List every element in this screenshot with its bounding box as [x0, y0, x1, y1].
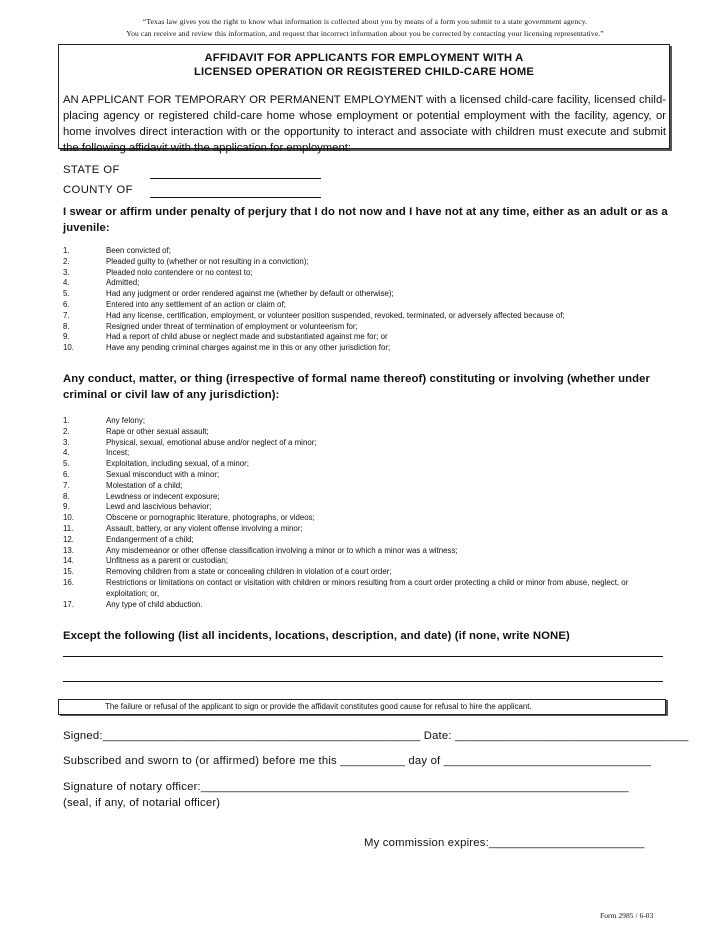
list-item-text: Admitted; — [106, 278, 140, 288]
county-label: COUNTY OF — [63, 184, 133, 196]
list-item-text: Obscene or pornographic literature, photographs, or videos; — [106, 513, 315, 523]
affidavit-header-box — [58, 44, 670, 154]
list-item-text: Lewd and lascivious behavior; — [106, 502, 212, 512]
list-item — [63, 289, 668, 300]
list-item — [63, 459, 668, 470]
conduct-offenses-list — [63, 416, 668, 610]
list-item-number: 4. — [63, 278, 70, 288]
list-item-text: Any misdemeanor or other offense classification involving a minor or to which a minor was a witness; — [106, 545, 458, 555]
list-item — [63, 311, 668, 322]
applicant-intro-paragraph: AN APPLICANT FOR TEMPORARY OR PERMANENT EMPLOYMENT with a licensed child-care facility, licensed child-placing agency or registered child-care home whose employment or potential employment with the facility, agency, or home involves direct interaction with or the opportunity to interact and associate with children must execute and submit the following affidavit with the application for employment: — [63, 94, 666, 154]
list-item-text: Pleaded nolo contendere or no contest to; — [106, 267, 253, 277]
privacy-notice — [60, 16, 670, 40]
list-item — [63, 556, 668, 567]
list-item — [63, 600, 668, 611]
list-item-text: Pleaded guilty to (whether or not resulting in a conviction); — [106, 256, 309, 266]
list-item-number: 8. — [63, 491, 70, 501]
oath-statement: I swear or affirm under penalty of perjury that I do not now and I have not at any time, either as an adult or as a juvenile: — [63, 206, 668, 234]
list-item-text: Been convicted of; — [106, 246, 171, 255]
list-item-number: 8. — [63, 321, 70, 331]
privacy-notice-line2: You can receive and review this information, and request that incorrect information about you be corrected by contacting your licensing representative.” — [126, 29, 604, 38]
notary-signature-line[interactable]: Signature of notary officer:__________________________________________________________________ — [63, 781, 629, 793]
list-item-text: Lewdness or indecent exposure; — [106, 491, 220, 501]
list-item — [63, 257, 668, 268]
affidavit-title-line2: LICENSED OPERATION OR REGISTERED CHILD-CARE HOME — [193, 66, 535, 78]
list-item — [63, 322, 668, 333]
list-item-text: Endangerment of a child; — [106, 534, 194, 544]
signed-date-line[interactable]: Signed:_________________________________________________ Date: ____________________________________ — [63, 730, 689, 742]
list-item-text: Removing children from a state or concealing children in violation of a court order; — [106, 567, 392, 577]
state-label: STATE OF — [63, 164, 120, 176]
form-number: Form 2985 / 6-03 — [600, 911, 654, 920]
list-item — [63, 481, 668, 492]
list-item-text: Exploitation, including sexual, of a minor; — [106, 459, 249, 469]
list-item-number: 5. — [63, 459, 70, 469]
list-item-text: Any felony; — [106, 416, 146, 425]
list-item-text: Entered into any settlement of an action or claim of; — [106, 299, 286, 309]
state-input-line[interactable] — [150, 177, 321, 179]
list-item-number: 7. — [63, 480, 70, 490]
list-item-number: 3. — [63, 437, 70, 447]
oath-conditions-list — [63, 246, 668, 354]
list-item — [63, 300, 668, 311]
list-item — [63, 278, 668, 289]
list-item-number: 9. — [63, 502, 70, 512]
list-item-text: Physical, sexual, emotional abuse and/or neglect of a minor; — [106, 437, 317, 447]
list-item-number: 12. — [63, 534, 74, 544]
affidavit-title-line1: AFFIDAVIT FOR APPLICANTS FOR EMPLOYMENT WITH A — [204, 52, 524, 64]
list-item-number: 5. — [63, 289, 70, 299]
list-item-text: Have any pending criminal charges against me in this or any other jurisdiction for; — [106, 343, 391, 353]
affidavit-title — [59, 51, 669, 79]
failure-notice-text: The failure or refusal of the applicant to sign or provide the affidavit constitutes good cause for refusal to hire the applicant. — [105, 702, 532, 711]
list-item-number: 6. — [63, 299, 70, 309]
list-item-text: Sexual misconduct with a minor; — [106, 469, 220, 479]
list-item-number: 17. — [63, 599, 74, 609]
county-input-line[interactable] — [150, 196, 321, 198]
list-item-number: 6. — [63, 469, 70, 479]
conduct-statement: Any conduct, matter, or thing (irrespective of formal name thereof) constituting or involving (whether under criminal or civil law of any jurisdiction): — [63, 373, 651, 401]
list-item-text: Assault, battery, or any violent offense involving a minor; — [106, 523, 303, 533]
list-item-text: Had any license, certification, employment, or volunteer position suspended, revoked, terminated, or adversely affected because of; — [106, 310, 565, 320]
list-item — [63, 246, 668, 257]
list-item — [63, 513, 668, 524]
list-item — [63, 578, 668, 600]
list-item-text: Rape or other sexual assault; — [106, 426, 209, 436]
list-item-number: 10. — [63, 513, 74, 523]
exceptions-line-1[interactable] — [63, 656, 663, 657]
list-item-text: Had any judgment or order rendered against me (whether by default or otherwise); — [106, 289, 394, 299]
list-item — [63, 535, 668, 546]
list-item-number: 13. — [63, 545, 74, 555]
list-item — [63, 502, 668, 513]
list-item-number: 4. — [63, 448, 70, 458]
list-item — [63, 343, 668, 354]
commission-expires-line[interactable]: My commission expires:________________________ — [364, 837, 645, 849]
list-item — [63, 546, 668, 557]
list-item-number: 2. — [63, 256, 70, 266]
list-item — [63, 427, 668, 438]
list-item-number: 2. — [63, 426, 70, 436]
list-item-text: Had a report of child abuse or neglect made and substantiated against me for; or — [106, 332, 388, 342]
list-item — [63, 492, 668, 503]
list-item — [63, 470, 668, 481]
list-item — [63, 567, 668, 578]
list-item-text: Any type of child abduction. — [106, 599, 203, 609]
privacy-notice-line1: “Texas law gives you the right to know what information is collected about you by means of a form you submit to a state government agency. — [142, 17, 588, 26]
list-item-number: 14. — [63, 556, 74, 566]
list-item-number: 15. — [63, 567, 74, 577]
list-item-number: 1. — [63, 416, 70, 425]
exceptions-line-2[interactable] — [63, 681, 663, 682]
list-item-number: 11. — [63, 523, 74, 533]
list-item-text: Unfitness as a parent or custodian; — [106, 556, 228, 566]
list-item-text: Restrictions or limitations on contact or visitation with children or minors resulting from a court order protecting a child or minor from abuse, neglect, or exploitation; or, — [106, 577, 629, 598]
notary-seal-label: (seal, if any, of notarial officer) — [63, 797, 221, 809]
failure-notice-box — [58, 699, 666, 715]
list-item-number: 7. — [63, 310, 70, 320]
list-item-text: Incest; — [106, 448, 130, 458]
list-item-number: 10. — [63, 343, 74, 353]
list-item — [63, 448, 668, 459]
list-item-number: 1. — [63, 246, 70, 255]
list-item — [63, 268, 668, 279]
list-item-text: Resigned under threat of termination of employment or volunteerism for; — [106, 321, 358, 331]
list-item-number: 3. — [63, 267, 70, 277]
list-item — [63, 438, 668, 449]
subscribed-sworn-line[interactable]: Subscribed and sworn to (or affirmed) before me this __________ day of ________________________________ — [63, 755, 652, 767]
list-item — [63, 524, 668, 535]
list-item — [63, 332, 668, 343]
list-item-number: 9. — [63, 332, 70, 342]
list-item-number: 16. — [63, 577, 74, 587]
list-item-text: Molestation of a child; — [106, 480, 183, 490]
exceptions-instruction: Except the following (list all incidents, locations, description, and date) (if none, write NONE) — [63, 630, 570, 642]
list-item — [63, 416, 668, 427]
